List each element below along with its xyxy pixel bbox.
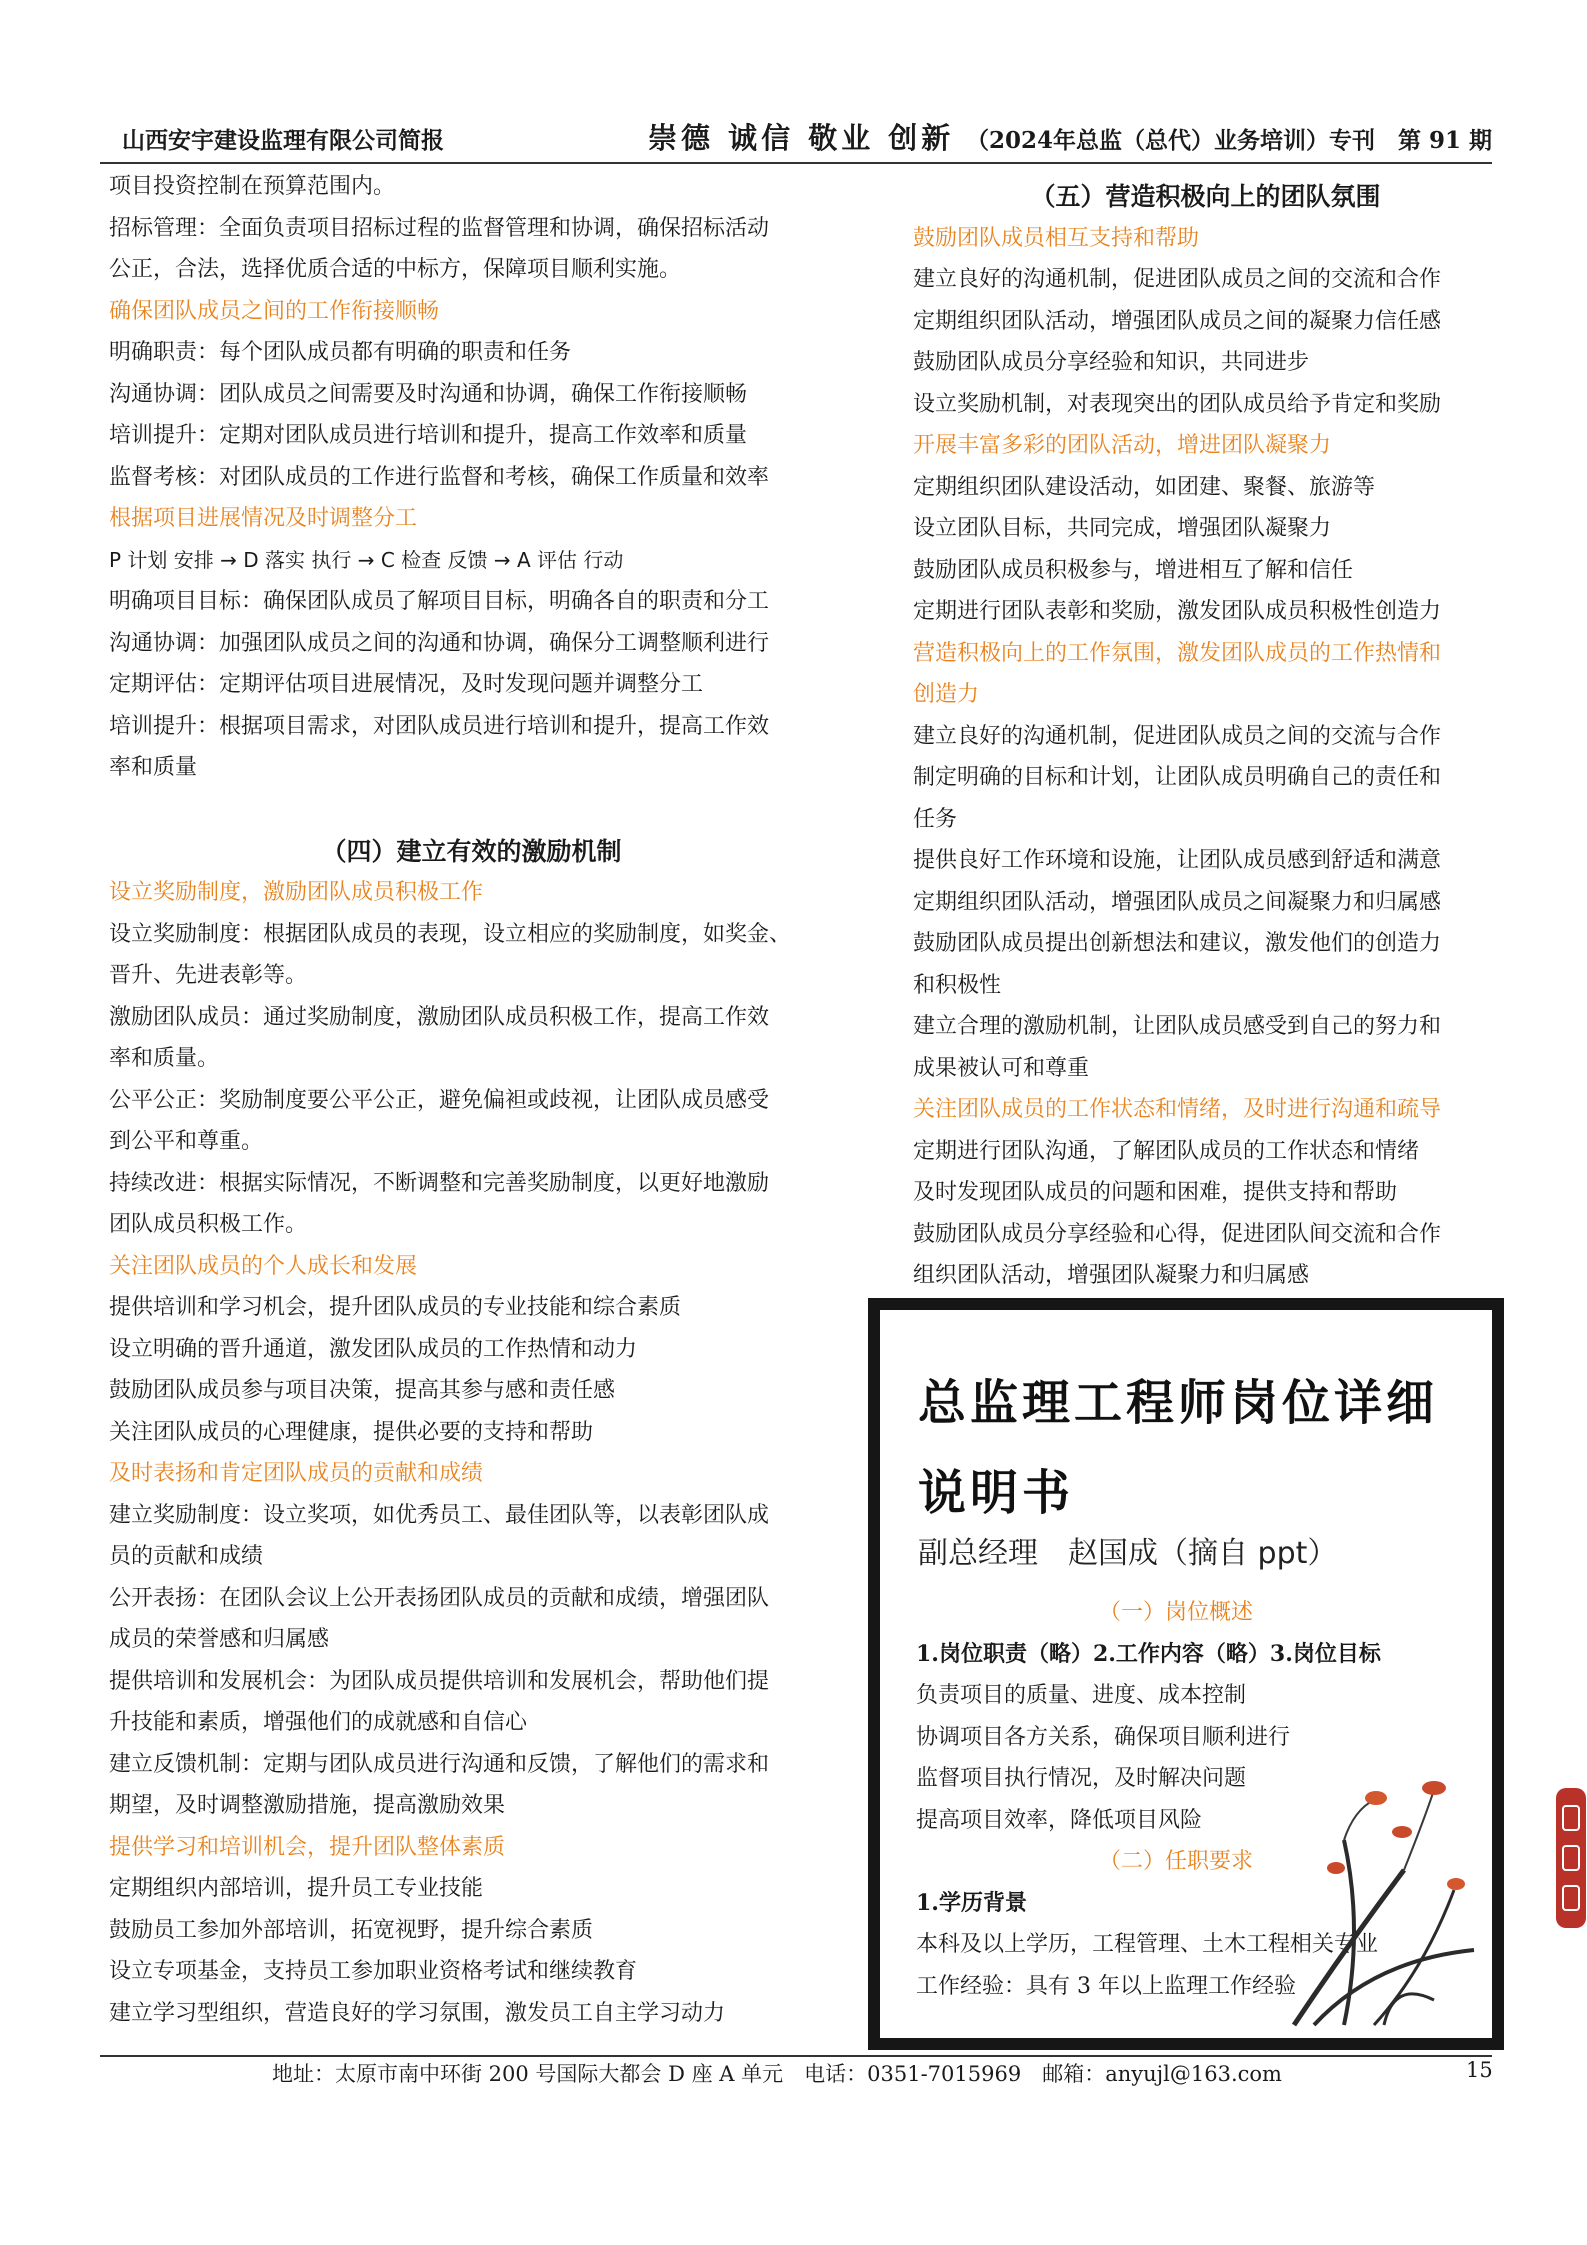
- text-line: 招标管理：全面负责项目招标过程的监督管理和协调，确保招标活动: [109, 215, 770, 241]
- text-line: 任务: [913, 806, 958, 832]
- text-line: 提供培训和发展机会：为团队成员提供培训和发展机会，帮助他们提: [109, 1668, 770, 1694]
- subheading: 确保团队成员之间的工作衔接顺畅: [109, 298, 440, 324]
- pdca-line: P 计划 安排 → D 落实 执行 → C 检查 反馈 → A 评估 行动: [109, 547, 624, 572]
- text-line: 率和质量。: [109, 1046, 220, 1071]
- right-column: [913, 176, 1498, 1297]
- text-line: 定期组织团队建设活动，如团建、聚餐、旅游等: [913, 474, 1376, 500]
- issue-info: （2024年总监（总代）业务培训）专刊 第 91 期: [965, 127, 1492, 154]
- company-motto: 崇德 诚信 敬业 创新: [648, 121, 955, 155]
- text-line: 员的贡献和成绩: [109, 1544, 264, 1569]
- text-line: 鼓励员工参加外部培训，拓宽视野，提升综合素质: [109, 1917, 594, 1943]
- text-line: 鼓励团队成员提出创新想法和建议，激发他们的创造力: [913, 931, 1442, 956]
- box-author: 副总经理 赵国成（摘自 ppt）: [918, 1536, 1338, 1571]
- box-title-line-1: 总监理工程师岗位详细: [918, 1375, 1439, 1431]
- box-line: 1.岗位职责（略）2.工作内容（略）3.岗位目标: [916, 1640, 1381, 1667]
- text-line: 设立奖励制度：根据团队成员的表现，设立相应的奖励制度，如奖金、: [109, 921, 792, 947]
- text-line: 公开表扬：在团队会议上公开表扬团队成员的贡献和成绩，增强团队: [109, 1585, 770, 1611]
- text-line: 明确项目目标：确保团队成员了解项目目标，明确各自的职责和分工: [109, 589, 770, 614]
- box-title: [918, 1358, 1478, 1538]
- text-line: 团队成员积极工作。: [109, 1212, 308, 1237]
- text-line: 关注团队成员的心理健康，提供必要的支持和帮助: [109, 1419, 594, 1445]
- subheading: 设立奖励制度，激励团队成员积极工作: [109, 880, 484, 905]
- text-line: 定期组织团队活动，增强团队成员之间凝聚力和归属感: [913, 889, 1442, 915]
- text-line: 项目投资控制在预算范围内。: [109, 174, 396, 199]
- text-line: 设立专项基金，支持员工参加职业资格考试和继续教育: [109, 1959, 638, 1984]
- text-line: 沟通协调：加强团队成员之间的沟通和协调，确保分工调整顺利进行: [109, 630, 770, 656]
- job-description-box: [868, 1298, 1504, 2050]
- left-column: [109, 166, 834, 2034]
- subheading: 鼓励团队成员相互支持和帮助: [913, 225, 1200, 251]
- text-line: 沟通协调：团队成员之间需要及时沟通和协调，确保工作衔接顺畅: [109, 381, 748, 407]
- seal-stamp-icon: [1556, 1788, 1586, 1928]
- text-line: 提供良好工作环境和设施，让团队成员感到舒适和满意: [913, 848, 1442, 873]
- text-line: 到公平和尊重。: [109, 1129, 264, 1154]
- box-line: 1.学历背景: [916, 1889, 1027, 1916]
- text-line: 培训提升：根据项目需求，对团队成员进行培训和提升，提高工作效: [109, 713, 770, 739]
- text-line: 公正，合法，选择优质合适的中标方，保障项目顺利实施。: [109, 257, 682, 282]
- footer-address: 地址：太原市南中环街 200 号国际大都会 D 座 A 单元 电话：0351-7015969 邮箱：anyujl@163.com: [272, 2062, 1282, 2086]
- text-line: 明确职责：每个团队成员都有明确的职责和任务: [109, 340, 572, 365]
- text-line: 率和质量: [109, 755, 198, 780]
- text-line: 建立学习型组织，营造良好的学习氛围，激发员工自主学习动力: [109, 2000, 726, 2026]
- subheading: 关注团队成员的个人成长和发展: [109, 1253, 418, 1279]
- box-line: 提高项目效率，降低项目风险: [916, 1807, 1203, 1833]
- text-line: 设立团队目标，共同完成，增强团队凝聚力: [913, 516, 1332, 541]
- text-line: 定期组织内部培训，提升员工专业技能: [109, 1876, 484, 1901]
- box-line: 协调项目各方关系，确保项目顺利进行: [916, 1724, 1291, 1750]
- text-line: 定期进行团队表彰和奖励，激发团队成员积极性创造力: [913, 599, 1442, 624]
- box-line: 负责项目的质量、进度、成本控制: [916, 1683, 1247, 1708]
- box-line: 工作经验：具有 3 年以上监理工作经验: [916, 1973, 1296, 1999]
- text-line: 鼓励团队成员积极参与，增进相互了解和信任: [913, 557, 1354, 583]
- box-section-heading: （二）任职要求: [1098, 1849, 1253, 1874]
- box-title-line-2: 说明书: [918, 1465, 1075, 1521]
- text-line: 定期组织团队活动，增强团队成员之间的凝聚力信任感: [913, 308, 1442, 334]
- text-line: 建立反馈机制：定期与团队成员进行沟通和反馈，了解他们的需求和: [109, 1751, 770, 1777]
- text-line: 建立良好的沟通机制，促进团队成员之间的交流与合作: [913, 723, 1442, 749]
- text-line: 公平公正：奖励制度要公平公正，避免偏袒或歧视，让团队成员感受: [109, 1087, 770, 1113]
- text-line: 升技能和素质，增强他们的成就感和自信心: [109, 1710, 528, 1735]
- text-line: 设立明确的晋升通道，激发团队成员的工作热情和动力: [109, 1336, 638, 1362]
- text-line: 激励团队成员：通过奖励制度，激励团队成员积极工作，提高工作效: [109, 1004, 770, 1030]
- box-section-heading: （一）岗位概述: [1098, 1600, 1253, 1625]
- text-line: 制定明确的目标和计划，让团队成员明确自己的责任和: [913, 765, 1442, 790]
- text-line: 定期进行团队沟通，了解团队成员的工作状态和情绪: [913, 1138, 1420, 1164]
- text-line: 培训提升：定期对团队成员进行培训和提升，提高工作效率和质量: [109, 423, 748, 448]
- text-line: 鼓励团队成员参与项目决策，提高其参与感和责任感: [109, 1378, 616, 1403]
- text-line: 提供培训和学习机会，提升团队成员的专业技能和综合素质: [109, 1295, 682, 1320]
- text-line: 设立奖励机制，对表现突出的团队成员给予肯定和奖励: [913, 391, 1442, 417]
- header-rule: [100, 162, 1492, 164]
- text-line: 建立良好的沟通机制，促进团队成员之间的交流和合作: [913, 267, 1442, 292]
- text-line: 鼓励团队成员分享经验和知识，共同进步: [913, 350, 1310, 375]
- section-heading-5: （五）营造积极向上的团队氛围: [1030, 182, 1381, 211]
- text-line: 监督考核：对团队成员的工作进行监督和考核，确保工作质量和效率: [109, 464, 770, 490]
- page-number: 15: [1466, 2058, 1493, 2082]
- text-line: 期望，及时调整激励措施，提高激励效果: [109, 1793, 506, 1818]
- page-header: [100, 116, 1492, 166]
- subheading: 营造积极向上的工作氛围，激发团队成员的工作热情和: [913, 640, 1442, 666]
- text-line: 持续改进：根据实际情况，不断调整和完善奖励制度，以更好地激励: [109, 1170, 770, 1196]
- subheading: 关注团队成员的工作状态和情绪，及时进行沟通和疏导: [913, 1097, 1442, 1122]
- box-line: 本科及以上学历，工程管理、土木工程相关专业: [916, 1932, 1379, 1957]
- footer-rule: [100, 2055, 1492, 2057]
- subheading: 根据项目进展情况及时调整分工: [109, 506, 418, 531]
- subheading: 创造力: [913, 682, 980, 707]
- subheading: 及时表扬和肯定团队成员的贡献和成绩: [109, 1461, 484, 1486]
- subheading: 提供学习和培训机会，提升团队整体素质: [109, 1834, 506, 1860]
- company-name: 山西安宇建设监理有限公司简报: [122, 127, 444, 154]
- text-line: 和积极性: [913, 972, 1002, 998]
- text-line: 成员的荣誉感和归属感: [109, 1627, 330, 1652]
- text-line: 建立合理的激励机制，让团队成员感受到自己的努力和: [913, 1014, 1442, 1039]
- section-heading-4: （四）建立有效的激励机制: [321, 836, 622, 866]
- box-line: 监督项目执行情况，及时解决问题: [916, 1766, 1247, 1791]
- text-line: 建立奖励制度：设立奖项，如优秀员工、最佳团队等，以表彰团队成: [109, 1502, 770, 1528]
- text-line: 定期评估：定期评估项目进展情况，及时发现问题并调整分工: [109, 672, 704, 697]
- orchid-painting-icon: [1284, 1750, 1484, 2030]
- subheading: 开展丰富多彩的团队活动，增进团队凝聚力: [913, 433, 1332, 458]
- text-line: 鼓励团队成员分享经验和心得，促进团队间交流和合作: [913, 1221, 1442, 1247]
- text-line: 成果被认可和尊重: [913, 1055, 1090, 1081]
- text-line: 组织团队活动，增强团队凝聚力和归属感: [913, 1263, 1310, 1288]
- text-line: 晋升、先进表彰等。: [109, 963, 308, 988]
- text-line: 及时发现团队成员的问题和困难，提供支持和帮助: [913, 1180, 1398, 1205]
